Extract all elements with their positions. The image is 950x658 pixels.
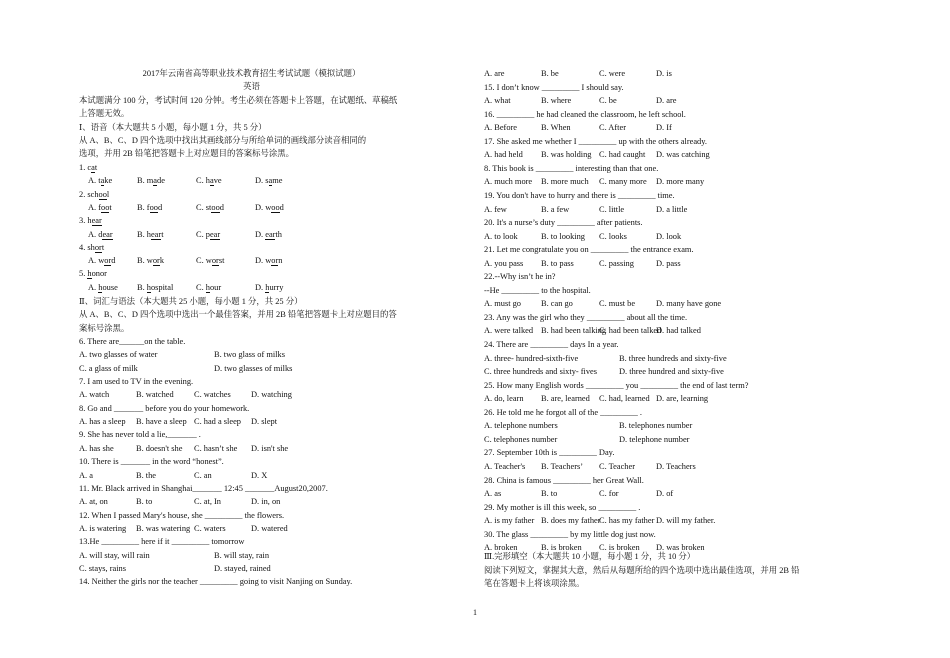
answer-option: C. little bbox=[599, 204, 625, 214]
phonetics-option bbox=[196, 203, 224, 213]
phonetics-option bbox=[255, 230, 282, 240]
phonetics-option bbox=[196, 256, 224, 266]
answer-option: A. are bbox=[484, 69, 505, 78]
question-text: 13.He _________ here if it _________ tomorrow bbox=[79, 537, 245, 547]
question-word-underlined: ear bbox=[91, 216, 102, 226]
question-word-underlined: a bbox=[91, 163, 95, 172]
phonetics-option bbox=[88, 203, 112, 213]
answer-option: A. what bbox=[484, 96, 511, 106]
answer-option: D. in, on bbox=[251, 497, 281, 507]
question-word-post: t bbox=[101, 242, 105, 252]
question-text: 22.--Why isn’t he in? bbox=[484, 272, 556, 282]
option-word-underlined: ear bbox=[209, 229, 221, 239]
option-word-pre: C. w bbox=[196, 256, 212, 266]
option-word-pre: B. f bbox=[137, 203, 150, 212]
answer-option: B. is broken bbox=[541, 543, 582, 553]
option-word-post: ouse bbox=[102, 282, 118, 292]
answer-option: D. was broken bbox=[656, 543, 705, 553]
question-text: 30. The glass _________ by my little dog just now. bbox=[484, 529, 656, 539]
phonetics-option bbox=[137, 230, 164, 240]
answer-option: C. telephones number bbox=[484, 434, 558, 444]
phonetics-question bbox=[79, 163, 97, 173]
question-number: 1. bbox=[79, 163, 88, 172]
answer-option: C. is broken bbox=[599, 543, 640, 553]
section-1-title: Ⅰ、语音（本大题共 5 小题，每小题 1 分，共 5 分） bbox=[79, 123, 267, 132]
question-word-post: onor bbox=[91, 269, 107, 279]
option-word-underlined: oo bbox=[149, 203, 158, 212]
option-word-post: st bbox=[218, 256, 225, 266]
answer-option: B. to pass bbox=[541, 258, 574, 268]
answer-option: D. watered bbox=[251, 523, 288, 533]
answer-option: B. be bbox=[541, 69, 559, 78]
phonetics-option bbox=[88, 256, 115, 266]
phonetics-question bbox=[79, 190, 109, 200]
answer-option: A. do, learn bbox=[484, 394, 524, 404]
answer-option: D. will my father. bbox=[656, 516, 716, 526]
option-word-underlined: oo bbox=[211, 203, 220, 212]
answer-option: B. Teachers’ bbox=[541, 461, 584, 471]
answer-option: C. be bbox=[599, 96, 617, 106]
answer-option: B. When bbox=[541, 123, 571, 133]
answer-option: B. have a sleep bbox=[136, 417, 187, 427]
phonetics-option bbox=[255, 176, 282, 186]
question-number: 5. bbox=[79, 269, 88, 279]
answer-option: B. will stay, rain bbox=[214, 550, 270, 560]
answer-option: C. watches bbox=[194, 390, 231, 400]
answer-option: D. had talked bbox=[656, 326, 701, 336]
option-word-pre: D. s bbox=[255, 176, 269, 186]
answer-option: D. more many bbox=[656, 177, 705, 187]
option-word-pre: C. bbox=[196, 282, 206, 292]
phonetics-option bbox=[137, 176, 165, 186]
answer-option: A. watch bbox=[79, 390, 110, 400]
option-word-underlined: h bbox=[265, 282, 270, 292]
answer-option: B. to looking bbox=[541, 231, 585, 241]
option-word-post: k bbox=[159, 256, 164, 266]
exam-instructions-line-2: 上答题无效。 bbox=[79, 109, 130, 118]
question-text: 21. Let me congratulate you on _________ the entrance exam. bbox=[484, 245, 694, 255]
option-word-post: d bbox=[279, 203, 284, 212]
answer-option: C. a glass of milk bbox=[79, 363, 138, 373]
question-text: 12. When I passed Mary's house, she _________ the flowers. bbox=[79, 510, 285, 520]
answer-option: C. had been talked bbox=[599, 326, 662, 336]
answer-option: A. a bbox=[79, 470, 93, 480]
question-word-pre: h bbox=[87, 216, 92, 226]
answer-option: B. are, learned bbox=[541, 394, 590, 404]
question-text: 19. You don't have to hurry and there is _________ time. bbox=[484, 190, 675, 200]
answer-option: A. at, on bbox=[79, 497, 108, 507]
answer-option: B. was holding bbox=[541, 150, 592, 160]
question-word-pre: sh bbox=[87, 242, 95, 252]
option-word-post: urry bbox=[269, 282, 284, 292]
question-text: 8. Go and _______ before you do your homework. bbox=[79, 403, 250, 413]
answer-option: D. telephone number bbox=[619, 434, 690, 444]
answer-option: D. a little bbox=[656, 204, 688, 214]
answer-option: A. Before bbox=[484, 123, 518, 133]
question-word-post: l bbox=[106, 189, 110, 199]
answer-option: B. was watering bbox=[136, 523, 191, 533]
option-word-underlined: a bbox=[153, 176, 158, 186]
option-word-post: d bbox=[157, 203, 163, 212]
option-word-pre: C. st bbox=[196, 203, 212, 212]
option-word-pre: B. bbox=[137, 282, 147, 292]
answer-option: C. had a sleep bbox=[194, 417, 241, 427]
question-number: 3. bbox=[79, 216, 88, 226]
answer-option: C. stays, rains bbox=[79, 563, 126, 573]
answer-option: A. will stay, will rain bbox=[79, 550, 150, 560]
question-text: 9. She has never told a lie,_______ . bbox=[79, 430, 201, 440]
question-text: 11. Mr. Black arrived in Shanghai_______ 12:45 _______August20,2007. bbox=[79, 483, 328, 493]
answer-option: C. were bbox=[599, 69, 626, 78]
question-number: 2. bbox=[79, 189, 88, 199]
option-word-pre: D. bbox=[255, 229, 266, 239]
answer-option: D. many have gone bbox=[656, 299, 722, 309]
phonetics-option bbox=[196, 230, 220, 240]
exam-subject: 英语 bbox=[243, 82, 260, 91]
exam-instructions-line-1: 本试题满分 100 分，考试时间 120 分钟。考生必须在答题卡上答题，在试题纸、草稿纸 bbox=[79, 96, 398, 105]
answer-option: B. to bbox=[136, 497, 153, 507]
option-word-pre: A. bbox=[88, 282, 99, 292]
answer-option: B. two glass of milks bbox=[214, 350, 285, 360]
answer-option: A. broken bbox=[484, 543, 518, 553]
option-word-post: me bbox=[272, 176, 283, 186]
question-text: 16. _________ he had cleaned the classroom, he left school. bbox=[484, 109, 686, 119]
section-2-desc-line-1: 从 A、B、C、D 四个选项中选出一个最佳答案，并用 2B 铅笔把答题卡上对应题目的答 bbox=[79, 310, 397, 319]
question-word-pre: sch bbox=[87, 189, 99, 199]
option-word-post: d bbox=[219, 203, 224, 212]
option-word-post: th bbox=[275, 229, 282, 239]
answer-option: A. telephone numbers bbox=[484, 421, 558, 431]
question-text: 6. There are______on the table. bbox=[79, 337, 186, 346]
answer-option: C. Teacher bbox=[599, 461, 635, 471]
option-word-underlined: oo bbox=[101, 203, 110, 212]
page-number: 1 bbox=[473, 608, 477, 617]
section-2-title: Ⅱ、词汇与语法（本大题共 25 小题，每小题 1 分，共 25 分） bbox=[79, 297, 303, 306]
option-word-post: t bbox=[109, 203, 112, 212]
phonetics-question bbox=[79, 216, 102, 226]
answer-option: C. at, In bbox=[194, 497, 221, 507]
answer-option: A. as bbox=[484, 489, 502, 499]
answer-option: C. many more bbox=[599, 177, 647, 187]
answer-option: D. are bbox=[656, 96, 677, 106]
phonetics-option bbox=[88, 283, 118, 293]
option-word-underlined: ear bbox=[265, 229, 276, 239]
answer-option: C. hasn’t she bbox=[194, 443, 238, 453]
question-text: 8. This book is _________ interesting than that one. bbox=[484, 163, 659, 173]
phonetics-option bbox=[255, 203, 284, 213]
option-word-pre: A. t bbox=[88, 176, 101, 186]
question-word-underlined: h bbox=[87, 269, 92, 279]
section-3-desc-line-2: 笔在答题卡上将该项涂黑。 bbox=[484, 579, 585, 588]
question-word-pre: c bbox=[87, 163, 92, 172]
option-word-post: ospital bbox=[150, 282, 174, 292]
phonetics-option bbox=[255, 256, 282, 266]
question-text: 7. I am used to TV in the evening. bbox=[79, 377, 194, 387]
section-3-desc-line-1: 阅读下列短文，掌握其大意，然后从每题所给的四个选项中选出最佳选项，并用 2B 铅 bbox=[484, 566, 800, 575]
section-3-title: Ⅲ.完形填空（本大题共 10 小题，每小题 1 分，共 10 分） bbox=[484, 552, 696, 561]
answer-option: D. watching bbox=[251, 390, 292, 400]
answer-option: D. look bbox=[656, 231, 682, 241]
answer-option: C. for bbox=[599, 489, 619, 499]
option-word-underlined: a bbox=[100, 176, 105, 186]
phonetics-option bbox=[88, 230, 113, 240]
option-word-underlined: oo bbox=[271, 203, 280, 212]
option-word-pre: D. w bbox=[255, 256, 272, 266]
option-word-pre: B. w bbox=[137, 256, 153, 266]
answer-option: D. slept bbox=[251, 417, 278, 427]
section-1-desc-line-2: 选项，并用 2B 铅笔把答题卡上对应题目的答案标号涂黑。 bbox=[79, 149, 294, 158]
answer-option: B. had been talking bbox=[541, 326, 607, 336]
option-word-post: d bbox=[111, 256, 116, 266]
option-word-pre: B. h bbox=[137, 229, 151, 239]
phonetics-option bbox=[137, 256, 164, 266]
question-text: 24. There are _________ days In a year. bbox=[484, 340, 619, 349]
question-text: 29. My mother is ill this week, so _________ . bbox=[484, 502, 641, 512]
answer-option: C. passing bbox=[599, 258, 634, 268]
option-word-underlined: or bbox=[271, 256, 279, 266]
option-word-underlined: a bbox=[268, 176, 273, 186]
answer-option: B. where bbox=[541, 96, 572, 106]
answer-option: D. pass bbox=[656, 258, 681, 268]
option-word-pre: B. m bbox=[137, 176, 154, 186]
answer-option: A. must go bbox=[484, 299, 521, 309]
question-text: 10. There is _______ in the word “honest”. bbox=[79, 457, 224, 467]
phonetics-option bbox=[137, 203, 162, 213]
option-word-pre: A. w bbox=[88, 256, 105, 266]
option-word-pre: D. bbox=[255, 282, 266, 292]
option-word-pre: C. p bbox=[196, 229, 210, 239]
answer-option: C. has my father bbox=[599, 516, 655, 526]
answer-option: A. to look bbox=[484, 231, 518, 241]
option-word-underlined: ear bbox=[102, 229, 113, 239]
option-word-post: de bbox=[157, 176, 165, 186]
answer-option: C. waters bbox=[194, 523, 226, 533]
question-text: 28. China is famous _________ her Great Wall. bbox=[484, 475, 644, 485]
answer-option: B. can go bbox=[541, 299, 573, 309]
answer-option: A. is my father bbox=[484, 516, 535, 526]
answer-option: D. of bbox=[656, 489, 674, 499]
answer-option: A. is watering bbox=[79, 523, 127, 533]
answer-option: C. looks bbox=[599, 231, 627, 241]
answer-option: B. does my father bbox=[541, 516, 601, 526]
question-text: 15. I don’t know _________ I should say. bbox=[484, 82, 624, 92]
option-word-post: ve bbox=[213, 176, 222, 186]
answer-option: D. was catching bbox=[656, 150, 710, 160]
answer-option: B. more much bbox=[541, 177, 589, 187]
option-word-post: ke bbox=[104, 176, 113, 186]
question-text: 20. It's a nurse’s duty _________ after patients. bbox=[484, 218, 643, 228]
option-word-post: t bbox=[161, 229, 164, 239]
option-word-pre: D. w bbox=[255, 203, 272, 212]
answer-option: C. After bbox=[599, 123, 626, 133]
section-1-desc-line-1: 从 A、B、C、D 四个选项中找出其画线部分与所给单词的画线部分读音相同的 bbox=[79, 136, 367, 145]
answer-option: B. telephones number bbox=[619, 421, 693, 431]
option-word-pre: A. d bbox=[88, 229, 103, 239]
question-word-underlined: or bbox=[94, 242, 102, 252]
answer-option: D. isn't she bbox=[251, 443, 289, 453]
phonetics-option bbox=[255, 283, 283, 293]
answer-option: C. had caught bbox=[599, 150, 646, 160]
answer-option: A. three- hundred-sixth-five bbox=[484, 353, 579, 363]
answer-option: C. had, learned bbox=[599, 394, 650, 404]
answer-option: D. is bbox=[656, 69, 672, 78]
answer-option: A. Teacher's bbox=[484, 461, 526, 471]
answer-option: B. a few bbox=[541, 204, 570, 214]
option-word-underlined: h bbox=[146, 282, 151, 292]
question-word-underlined: oo bbox=[98, 189, 107, 199]
option-word-pre: C. h bbox=[196, 176, 210, 186]
answer-option: D. If bbox=[656, 123, 672, 133]
question-text: 27. September 10th is _________ Day. bbox=[484, 448, 615, 458]
answer-option: A. were talked bbox=[484, 326, 534, 336]
answer-option: A. had held bbox=[484, 150, 523, 160]
answer-option: D. X bbox=[251, 470, 268, 480]
answer-option: A. has a sleep bbox=[79, 417, 126, 427]
option-word-underlined: ear bbox=[150, 229, 162, 239]
phonetics-question bbox=[79, 269, 107, 279]
question-text: --He _________ to the hospital. bbox=[484, 285, 591, 295]
answer-option: C. must be bbox=[599, 299, 636, 309]
answer-option: A. has she bbox=[79, 443, 114, 453]
answer-option: D. Teachers bbox=[656, 461, 696, 471]
answer-option: A. you pass bbox=[484, 258, 524, 268]
question-text: 23. Any was the girl who they _________ about all the time. bbox=[484, 312, 688, 322]
answer-option: B. three hundreds and sixty-five bbox=[619, 353, 727, 363]
answer-option: B. the bbox=[136, 470, 157, 480]
answer-option: A. two glasses of water bbox=[79, 350, 158, 360]
answer-option: D. three hundred and sixty-five bbox=[619, 367, 724, 377]
answer-option: B. doesn't she bbox=[136, 443, 183, 453]
answer-option: D. are, learning bbox=[656, 394, 709, 404]
answer-option: C. three hundreds and sixty- fives bbox=[484, 367, 598, 377]
question-text: 14. Neither the girls nor the teacher _________ going to visit Nanjing on Sunday. bbox=[79, 577, 353, 587]
phonetics-option bbox=[196, 283, 221, 293]
question-text: 26. He told me he forgot all of the _________ . bbox=[484, 407, 643, 417]
phonetics-option bbox=[196, 176, 222, 186]
option-word-underlined: a bbox=[209, 176, 214, 186]
section-2-desc-line-2: 案标号涂黑。 bbox=[79, 324, 130, 333]
option-word-underlined: or bbox=[211, 256, 219, 266]
answer-option: B. to bbox=[541, 489, 558, 499]
question-number: 4. bbox=[79, 242, 88, 252]
phonetics-question bbox=[79, 243, 104, 253]
phonetics-option bbox=[88, 176, 112, 186]
answer-option: D. two glasses of milks bbox=[214, 363, 293, 373]
option-word-underlined: or bbox=[152, 256, 160, 266]
answer-option: D. stayed, rained bbox=[214, 563, 271, 573]
option-word-underlined: or bbox=[104, 256, 112, 266]
option-word-underlined: h bbox=[205, 282, 210, 292]
answer-option: A. few bbox=[484, 204, 507, 214]
question-word-post: t bbox=[94, 163, 98, 172]
exam-title: 2017年云南省高等职业技术教育招生考试试题（模拟试题） bbox=[142, 69, 361, 78]
question-text: 25. How many English words _________ you _________ the end of last term? bbox=[484, 380, 749, 390]
phonetics-option bbox=[137, 283, 173, 293]
option-word-pre: A. f bbox=[88, 203, 102, 212]
option-word-post: our bbox=[209, 282, 222, 292]
answer-option: C. an bbox=[194, 470, 212, 480]
answer-option: A. much more bbox=[484, 177, 533, 187]
question-text: 17. She asked me whether I _________ up with the others already. bbox=[484, 136, 707, 146]
option-word-post: n bbox=[278, 256, 283, 266]
answer-option: B. watched bbox=[136, 390, 174, 400]
option-word-underlined: h bbox=[98, 282, 103, 292]
